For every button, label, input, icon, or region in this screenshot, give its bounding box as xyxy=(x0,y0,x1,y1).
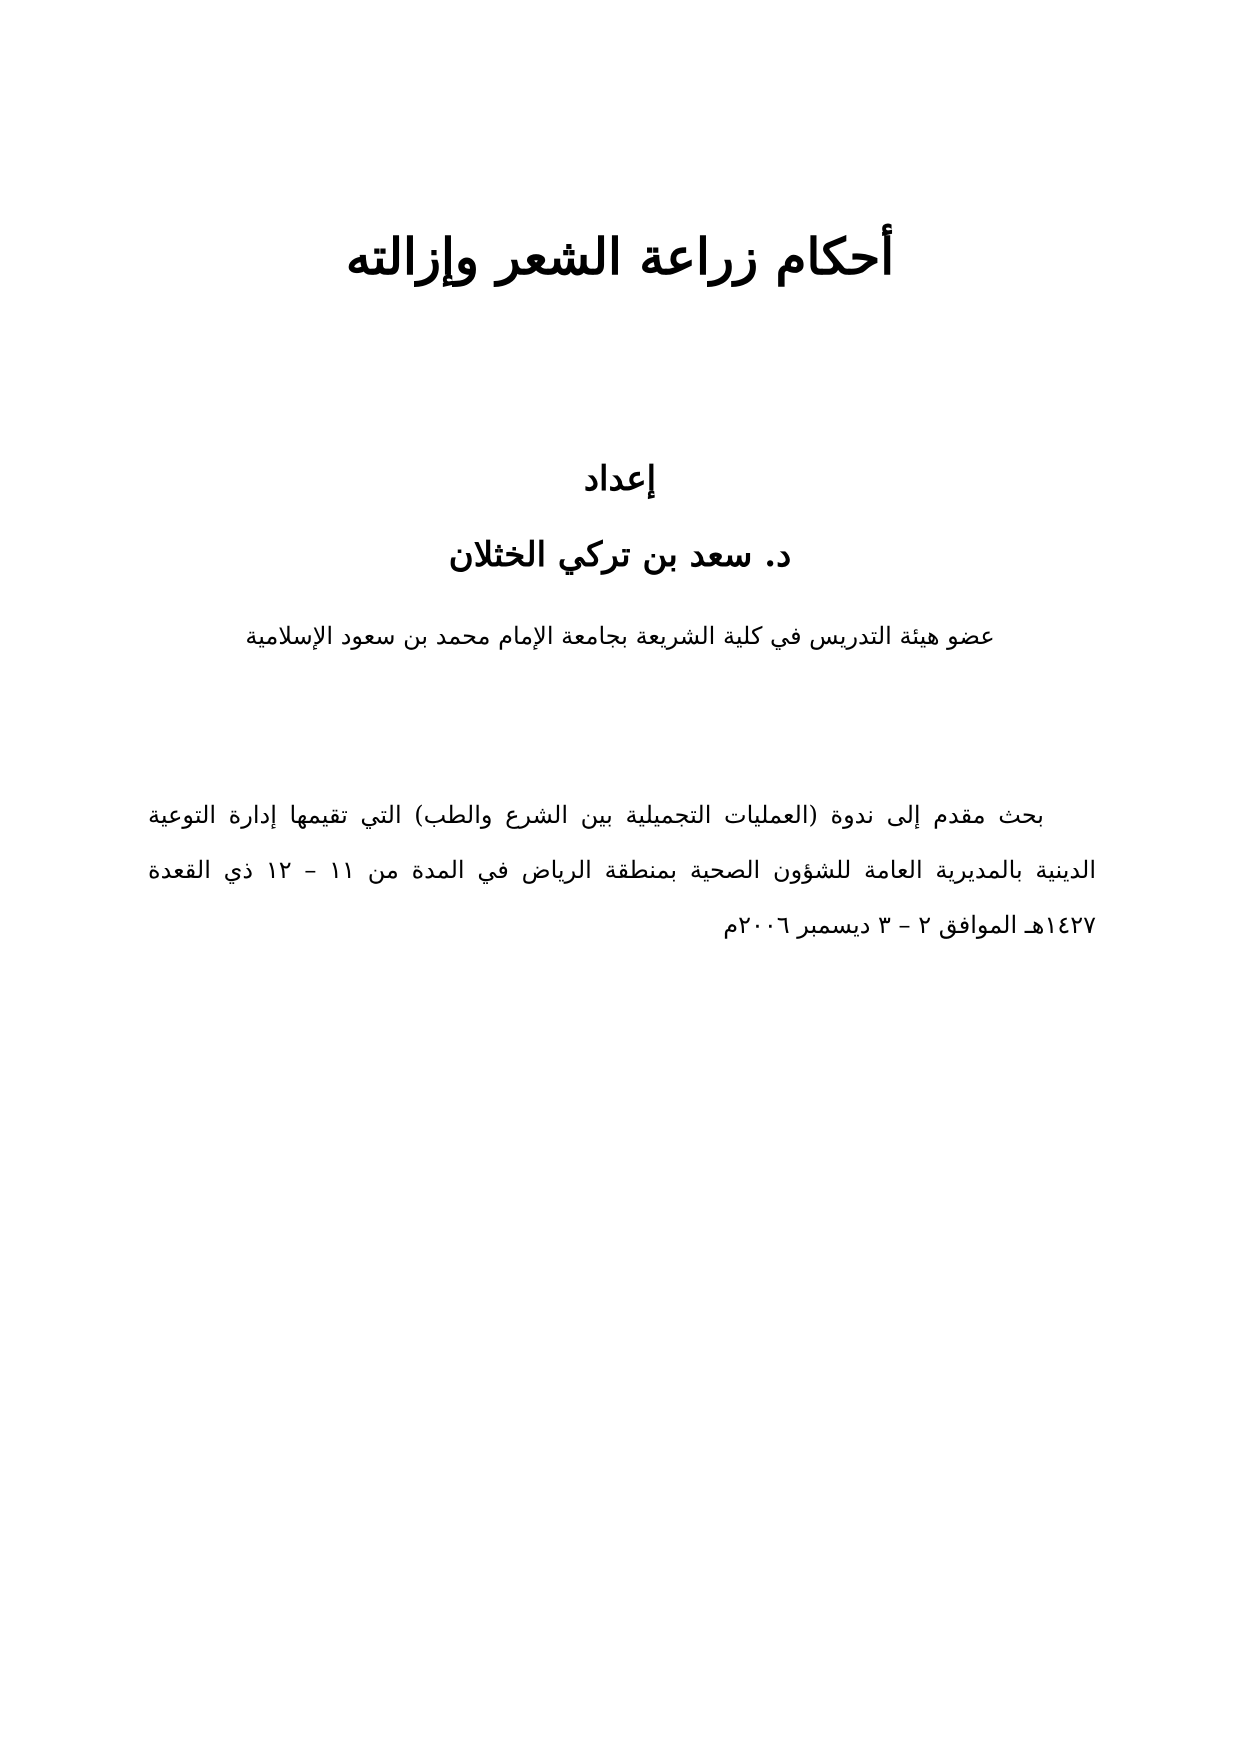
paper-description: بحث مقدم إلى ندوة (العمليات التجميلية بين الشرع والطب) التي تقيمها إدارة التوعية الدينية بالمديرية العامة للشؤون الصحية بمنطقة الرياض في المدة من ١١ – ١٢ ذي القعدة ١٤٢٧هـ الموافق ٢ – ٣ ديسمبر ٢٠٠٦م xyxy=(148,801,1096,939)
author-name: د. سعد بن تركي الخثلان xyxy=(448,535,792,575)
author-affiliation: عضو هيئة التدريس في كلية الشريعة بجامعة الإمام محمد بن سعود الإسلامية xyxy=(245,622,995,650)
document-title: أحكام زراعة الشعر وإزالته xyxy=(345,227,895,286)
prepared-by-label: إعداد xyxy=(583,459,657,499)
